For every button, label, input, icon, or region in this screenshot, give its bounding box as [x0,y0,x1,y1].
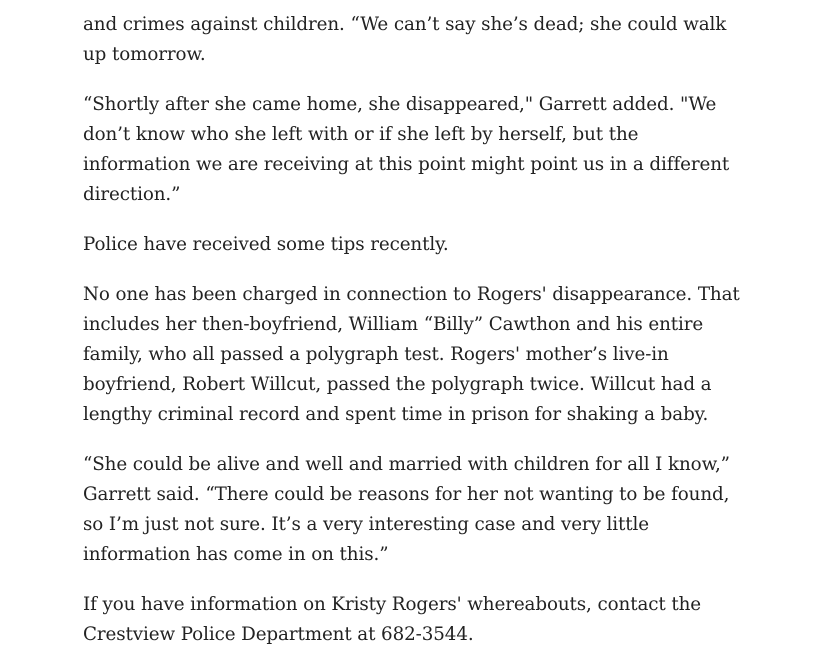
paragraph-3: Police have received some tips recently. [83,234,449,255]
paragraph-4: No one has been charged in connection to Rogers' disappearance. That includes her then-boyfriend, William “Billy” Cawthon and his entire family, who all passed a polygraph test. Rogers' mother’s live-in boyfriend, Robert Willcut, passed the polygraph twice. Willcut had a lengthy criminal record and spent time in prison for shaking a baby. [83,284,740,425]
paragraph-5: “She could be alive and well and married with children for all I know,” Garrett said. “There could be reasons for her not wanting to be found, so I’m just not sure. It’s a very interesting case and very little information has come in on this.” [83,454,730,565]
paragraph-6: If you have information on Kristy Rogers' whereabouts, contact the Crestview Police Department at 682-3544. [83,594,701,645]
paragraph-2: “Shortly after she came home, she disappeared," Garrett added. "We don’t know who she left with or if she left by herself, but the information we are receiving at this point might point us in a different direction.” [83,94,730,205]
article-body [83,0,748,670]
paragraph-1: and crimes against children. “We can’t say she’s dead; she could walk up tomorrow. [83,14,727,65]
